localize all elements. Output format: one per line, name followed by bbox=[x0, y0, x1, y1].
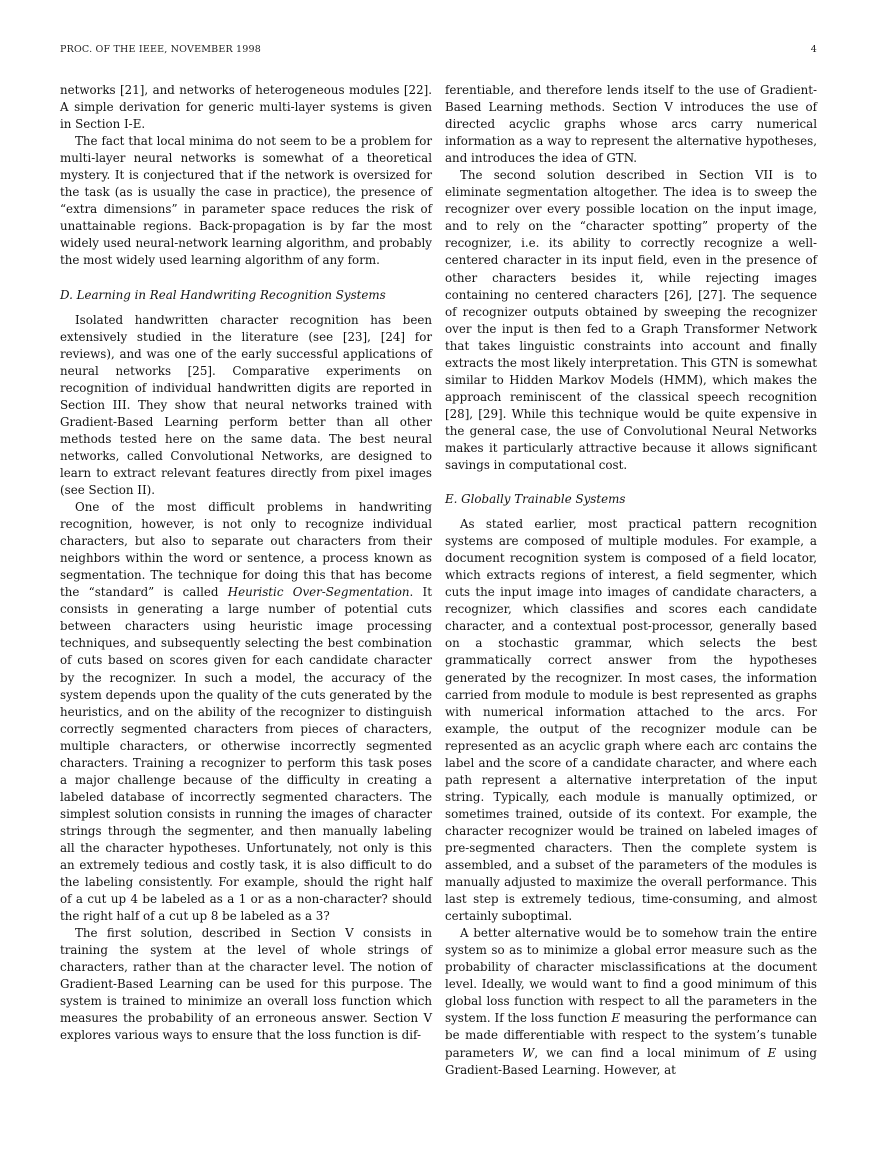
text-run: , we can find a local minimum of bbox=[534, 1045, 768, 1060]
section-heading-e: E. Globally Trainable Systems bbox=[445, 492, 626, 507]
text-run: using Gradient-Based Learning. However, at bbox=[445, 1045, 818, 1077]
left-column bbox=[60, 82, 432, 1045]
paragraph: ferentiable, and therefore lends itself to the use of Gradient-Based Learning methods. Section V introduces the use of directed acyclic graphs whose arcs carry numerical information as a way to represent the alternative hypotheses, and introduces the idea of GTN. bbox=[445, 83, 817, 166]
paragraph: As stated earlier, most practical pattern recognition systems are composed of multiple modules. For example, a document recognition system is composed of a field locator, which extracts regions of interest, a field segmenter, which cuts the input image into images of candidate characters, a recognizer, which classifies and scores each candidate character, and a contextual post-processor, generally based on a stochastic grammar, which selects the best grammatically correct answer from the hypotheses generated by the recognizer. In most cases, the information carried from module to module is best represented as graphs with numerical information attached to the arcs. For example, the output of the recognizer module can be represented as an acyclic graph where each arc contains the label and the score of a candidate character, and where each path represent a alternative interpretation of the input string. Typically, each module is manually optimized, or sometimes trained, outside of its context. For example, the character recognizer would be trained on labeled images of pre-segmented characters. Then the complete system is assembled, and a subset of the parameters of the modules is manually adjusted to maximize the overall performance. This last step is extremely tedious, time-consuming, and almost certainly suboptimal. bbox=[445, 517, 817, 924]
paragraph: networks [21], and networks of heterogeneous modules [22]. A simple derivation for generic multi-layer systems is given in Section I-E. bbox=[60, 83, 432, 132]
text-run: measuring the performance can be made differentiable with respect to the system’s tunable parameters bbox=[445, 1011, 818, 1060]
text-run: One of the most difficult problems in handwriting recognition, however, is not only to recognize individual characters, but also to separate out characters from their neighbors within the word or sentence, a process known as segmentation. The technique for doing this that has become the “standard” is called bbox=[60, 500, 432, 600]
math-symbol: W bbox=[522, 1045, 535, 1060]
running-title: PROC. OF THE IEEE, NOVEMBER 1998 bbox=[60, 44, 261, 55]
paragraph: The first solution, described in Section V consists in training the system at the level of whole strings of characters, rather than at the character level. The notion of Gradient-Based Learning can be used for this purpose. The system is trained to minimize an overall loss function which measures the probability of an erroneous answer. Section V explores various ways to ensure that the loss function is dif- bbox=[60, 926, 432, 1043]
right-column bbox=[445, 82, 817, 1079]
paragraph: Isolated handwritten character recognition has been extensively studied in the literature (see [23], [24] for reviews), and was one of the early successful applications of neural networks [25]. Comparative experiments on recognition of individual handwritten digits are reported in Section III. They show that neural networks trained with Gradient-Based Learning perform better than all other methods tested here on the same data. The best neural networks, called Convolutional Networks, are designed to learn to extract relevant features directly from pixel images (see Section II). bbox=[60, 312, 432, 497]
paragraph bbox=[60, 499, 432, 925]
math-symbol: E bbox=[611, 1011, 620, 1026]
text-run: A better alternative would be to somehow train the entire system so as to minimize a global error measure such as the probability of character misclassifications at the document level. Ideally, we would want to find a good minimum of this global loss function with respect to all the parameters in the system. If the loss function bbox=[445, 926, 817, 1026]
paragraph bbox=[445, 925, 817, 1078]
emphasis-term: Heuristic Over-Segmentation bbox=[227, 585, 410, 600]
running-header bbox=[60, 44, 817, 58]
page-number: 4 bbox=[810, 44, 817, 55]
text-run: . It consists in generating a large number of potential cuts between characters using heuristic image processing techniques, and subsequently selecting the best combination of cuts based on scores given for each candidate character by the recognizer. In such a model, the accuracy of the system depends upon the quality of the cuts generated by the heuristics, and on the ability of the recognizer to distinguish correctly segmented characters from pieces of characters, multiple characters, or otherwise incorrectly segmented characters. Training a recognizer to perform this task poses a major challenge because of the difficulty in creating a labeled database of incorrectly segmented characters. The simplest solution consists in running the images of character strings through the segmenter, and then manually labeling all the character hypotheses. Unfortunately, not only is this an extremely tedious and costly task, it is also difficult to do the labeling consistently. For example, should the right half of a cut up 4 be labeled as a 1 or as a non-character? should the right half of a cut up 8 be labeled as a 3? bbox=[60, 585, 432, 924]
section-heading-d: D. Learning in Real Handwriting Recognition Systems bbox=[60, 287, 386, 302]
paragraph: The fact that local minima do not seem to be a problem for multi-layer neural networks is somewhat of a theoretical mystery. It is conjectured that if the network is oversized for the task (as is usually the case in practice), the presence of “extra dimensions” in parameter space reduces the risk of unattainable regions. Back-propagation is by far the most widely used neural-network learning algorithm, and probably the most widely used learning algorithm of any form. bbox=[60, 134, 432, 268]
math-symbol: E bbox=[767, 1045, 777, 1060]
paragraph: The second solution described in Section VII is to eliminate segmentation altogether. The idea is to sweep the recognizer over every possible location on the input image, and to rely on the “character spotting” property of the recognizer, i.e. its ability to correctly recognize a well-centered character in its input field, even in the presence of other characters besides it, while rejecting images containing no centered characters [26], [27]. The sequence of recognizer outputs obtained by sweeping the recognizer over the input is then fed to a Graph Transformer Network that takes linguistic constraints into account and finally extracts the most likely interpretation. This GTN is somewhat similar to Hidden Markov Models (HMM), which makes the approach reminiscent of the classical speech recognition [28], [29]. While this technique would be quite expensive in the general case, the use of Convolutional Neural Networks makes it particularly attractive because it allows significant savings in computational cost. bbox=[445, 168, 817, 473]
